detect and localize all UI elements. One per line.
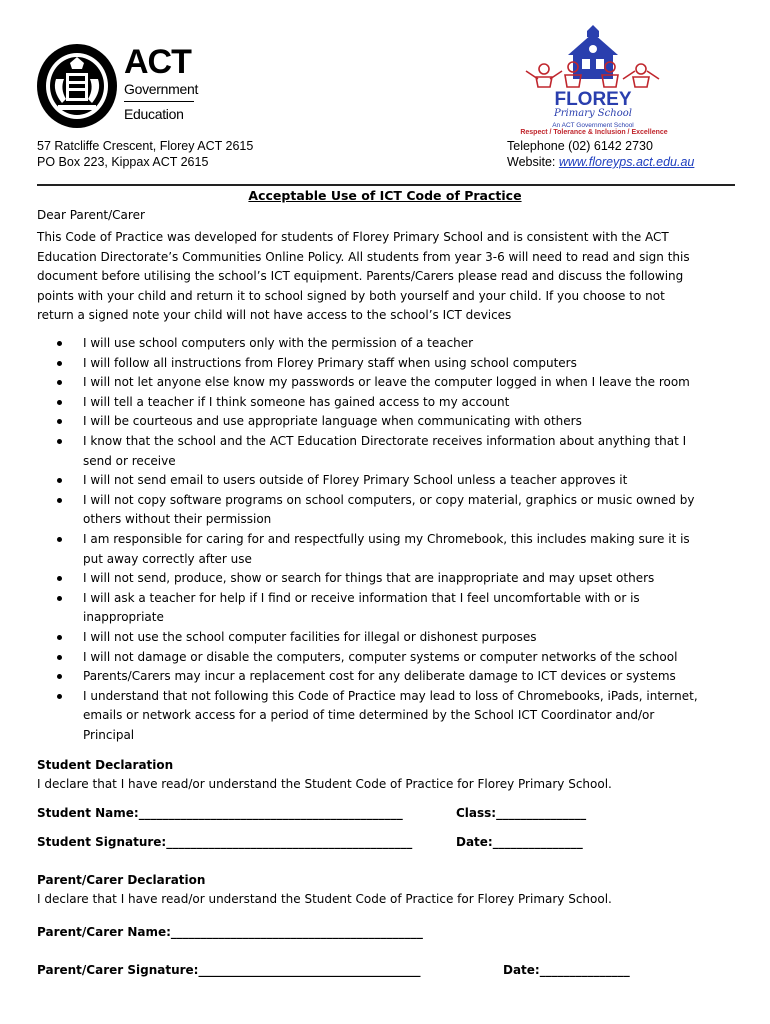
rule-item — [37, 648, 737, 668]
rule-text-line: I will use school computers only with the permission of a teacher — [83, 336, 474, 350]
rule-item — [37, 471, 737, 491]
bullet-icon — [57, 361, 62, 366]
intro-line: document before utilising the school’s ICT equipment. Parents/Carers please read and discuss the following — [37, 269, 684, 284]
act-logo-big: ACT — [124, 43, 191, 81]
act-coat-of-arms-icon — [36, 43, 118, 129]
address-line-2: PO Box 223, Kippax ACT 2615 — [37, 155, 209, 169]
rule-text-line: I will not use the school computer facilities for illegal or dishonest purposes — [83, 629, 537, 644]
bullet-icon — [57, 380, 62, 385]
rule-item — [37, 667, 737, 687]
bullet-icon — [57, 400, 62, 405]
parent-declaration-heading: Parent/Carer Declaration — [37, 873, 206, 887]
rule-text-line: I will be courteous and use appropriate language when communicating with others — [83, 414, 582, 429]
bullet-icon — [57, 635, 62, 640]
rule-text-line: Principal — [83, 727, 135, 742]
florey-logo-subtitle: Primary School — [554, 108, 632, 119]
rules-list — [37, 334, 737, 745]
florey-logo-values: Respect / Tolerance & Inclusion / Excellence — [520, 129, 668, 136]
student-class-field[interactable]: Class:_______________ — [456, 806, 587, 820]
bullet-icon — [57, 537, 62, 542]
rule-text-line: I will not send, produce, show or search for things that are inappropriate and may upset others — [83, 571, 655, 586]
rule-item — [37, 412, 737, 432]
address-line-1: 57 Ratcliffe Crescent, Florey ACT 2615 — [37, 139, 254, 153]
rule-text-line: emails or network access for a period of time determined by the School ICT Coordinator and/or — [83, 708, 655, 723]
rule-text-line: others without their permission — [83, 512, 272, 527]
bullet-icon — [57, 478, 62, 483]
rule-item — [37, 628, 737, 648]
bullet-icon — [57, 341, 62, 346]
student-declaration-statement: I declare that I have read/or understand the Student Code of Practice for Florey Primary School. — [37, 777, 612, 791]
rule-text-line: Parents/Carers may incur a replacement cost for any deliberate damage to ICT devices or systems — [83, 669, 676, 684]
rule-text-line: I will not let anyone else know my passwords or leave the computer logged in when I leave the room — [83, 375, 690, 390]
telephone: Telephone (02) 6142 2730 — [507, 139, 653, 153]
student-declaration-heading: Student Declaration — [37, 758, 174, 772]
greeting: Dear Parent/Carer — [37, 208, 145, 222]
student-signature-field[interactable]: Student Signature:_________________________________________ — [37, 835, 413, 849]
rule-item — [37, 687, 737, 746]
intro-line: return a signed note your child will not have access to the school’s ICT devices — [37, 308, 512, 323]
act-logo-text — [124, 45, 198, 122]
parent-declaration-statement: I declare that I have read/or understand the Student Code of Practice for Florey Primary School. — [37, 892, 612, 906]
parent-name-field[interactable]: Parent/Carer Name:__________________________________________ — [37, 925, 423, 939]
rule-text-line: I will tell a teacher if I think someone has gained access to my account — [83, 394, 510, 409]
bullet-icon — [57, 596, 62, 601]
student-date-field[interactable]: Date:_______________ — [456, 835, 583, 849]
rule-item — [37, 589, 737, 628]
document-title: Acceptable Use of ICT Code of Practice — [248, 188, 522, 203]
intro-line: Education Directorate’s Communities Online Policy. All students from year 3-6 will need to read and sign this — [37, 249, 690, 264]
header-divider — [37, 184, 735, 186]
bullet-icon — [57, 694, 62, 699]
rule-text-line: I will not send email to users outside of Florey Primary School unless a teacher approves it — [83, 473, 628, 488]
intro-line: points with your child and return it to school signed by both yourself and your child. If you choose to not — [37, 288, 665, 303]
rule-text-line: I will not copy software programs on school computers, or copy material, graphics or music owned by — [83, 492, 695, 507]
bullet-icon — [57, 498, 62, 503]
florey-logo-name: FLOREY — [554, 89, 632, 110]
rule-text-line: I am responsible for caring for and respectfully using my Chromebook, this includes making sure it is — [83, 531, 690, 546]
rule-item — [37, 530, 737, 569]
act-logo-education: Education — [124, 106, 184, 122]
parent-date-field[interactable]: Date:_______________ — [503, 963, 630, 977]
school-contact — [507, 138, 694, 170]
parent-signature-field[interactable]: Parent/Carer Signature:_____________________________________ — [37, 963, 421, 977]
student-name-field[interactable]: Student Name:____________________________________________ — [37, 806, 403, 820]
rule-text-line: put away correctly after use — [83, 551, 252, 566]
act-government-logo — [36, 43, 206, 129]
rule-item — [37, 491, 737, 530]
rule-item — [37, 569, 737, 589]
rule-item — [37, 393, 737, 413]
bullet-icon — [57, 655, 62, 660]
rule-text-line: I know that the school and the ACT Education Directorate receives information about anything that I — [83, 433, 687, 448]
bullet-icon — [57, 674, 62, 679]
florey-school-logo — [518, 25, 668, 139]
rule-text-line: I understand that not following this Code of Practice may lead to loss of Chromebooks, iPads, internet, — [83, 688, 698, 703]
website-label: Website: — [507, 155, 559, 169]
bullet-icon — [57, 576, 62, 581]
website — [507, 154, 694, 170]
rule-item — [37, 432, 737, 471]
rule-text-line: I will ask a teacher for help if I find or receive information that I feel uncomfortable with or is — [83, 590, 640, 605]
bullet-icon — [57, 419, 62, 424]
rule-item — [37, 334, 737, 354]
bullet-icon — [57, 439, 62, 444]
rule-item — [37, 354, 737, 374]
rule-text-line: inappropriate — [83, 610, 164, 625]
act-logo-rule — [124, 101, 194, 102]
act-logo-government: Government — [124, 81, 199, 97]
rule-item — [37, 373, 737, 393]
website-link[interactable]: www.floreyps.act.edu.au — [558, 155, 695, 169]
rule-text-line: I will not damage or disable the computers, computer systems or computer networks of the school — [83, 649, 678, 664]
school-address — [37, 138, 253, 170]
florey-logo-tagline: An ACT Government School — [552, 122, 634, 129]
intro-paragraph — [37, 228, 737, 326]
rule-text-line: send or receive — [83, 453, 176, 468]
intro-line: This Code of Practice was developed for students of Florey Primary School and is consistent with the ACT — [37, 230, 669, 244]
rule-text-line: I will follow all instructions from Florey Primary staff when using school computers — [83, 355, 577, 370]
